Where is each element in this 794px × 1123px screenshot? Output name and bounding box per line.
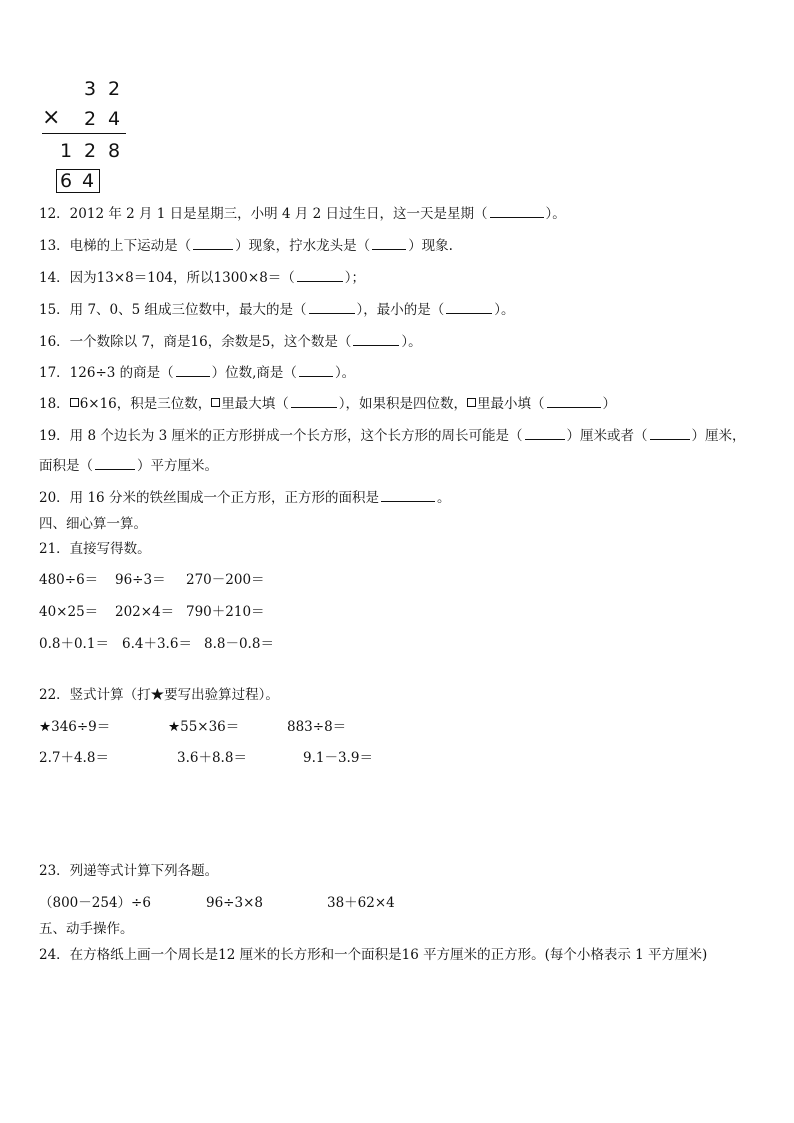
calc-item: ★55×36＝ [168,719,240,735]
question-19 [39,427,746,445]
question-text: ），如果积是四位数， [338,396,468,412]
digit: 3 [84,78,97,100]
calc-item: 9.1－3.9＝ [303,750,373,766]
calc-item: 40×25＝ [39,604,99,620]
multiplication-vertical-form [38,78,138,196]
answer-blank[interactable] [490,205,544,218]
calc-item: 480÷6＝ [39,572,99,588]
question-18 [39,395,616,413]
answer-blank[interactable] [95,457,135,470]
calc-item: 96÷3＝ [115,572,166,588]
question-text: ）。 [494,302,515,318]
square-placeholder-icon [467,398,476,407]
answer-blank[interactable] [193,237,233,250]
digit: 4 [82,170,95,192]
section-heading: 四、细心算一算。 [39,516,147,532]
question-text: 14．因为13×8＝104，所以1300×8＝（ [39,270,295,286]
question-text: ）平方厘米。 [137,458,218,474]
calc-item: 2.7＋4.8＝ [39,750,109,766]
calc-item: 202×4＝ [115,604,175,620]
question-text: ）现象，拧水龙头是（ [235,238,371,254]
question-text: 20．用 16 分米的铁丝围成一个正方形，正方形的面积是 [39,490,379,506]
question-19-continued [39,457,218,475]
calc-item: 96÷3×8 [206,895,263,911]
section-heading: 五、动手操作。 [39,921,134,937]
question-text: 。 [436,490,451,506]
answer-blank[interactable] [446,301,492,314]
question-22-title: 22．竖式计算（打★要写出验算过程）。 [39,687,279,703]
question-text: ）。 [334,365,356,381]
question-text: ）厘米， [691,428,746,444]
question-text: ）现象. [408,238,453,254]
question-text: ）厘米或者（ [566,428,648,444]
digit: 2 [108,78,121,100]
question-text: 17．126÷3 的商是（ [39,365,174,381]
question-text: 19．用 8 个边长为 3 厘米的正方形拼成一个长方形，这个长方形的周长可能是（ [39,428,523,444]
calc-item: 8.8－0.8＝ [204,636,274,652]
calc-item: ★346÷9＝ [39,719,111,735]
calc-item: 38＋62×4 [327,895,395,911]
digit: 4 [108,108,121,130]
answer-blank[interactable] [176,364,210,377]
question-text: ） [602,396,617,412]
digit: 6 [60,170,73,192]
question-16 [39,333,422,351]
question-text: 16．一个数除以 7，商是16，余数是5，这个数是（ [39,334,352,350]
answer-blank[interactable] [299,364,333,377]
question-text: ）位数,商是（ [211,365,297,381]
answer-blank[interactable] [353,333,399,346]
question-text: 6×16，积是三位数， [79,396,212,412]
question-text: ）。 [545,206,566,222]
calc-item: 6.4＋3.6＝ [122,636,192,652]
calc-item: 883÷8＝ [287,719,347,735]
answer-blank[interactable] [525,427,565,440]
question-text: ），最小的是（ [356,302,445,318]
answer-blank[interactable] [309,301,355,314]
question-text: ）； [344,270,366,286]
question-23-title: 23．列递等式计算下列各题。 [39,863,219,879]
question-20 [39,489,450,507]
calc-item: 790＋210＝ [186,604,265,620]
square-placeholder-icon [211,398,220,407]
calc-item: 270－200＝ [186,572,265,588]
question-number: 18． [39,396,70,412]
question-14 [39,269,365,287]
question-text: 里最大填（ [221,396,289,412]
calc-item: 3.6＋8.8＝ [177,750,247,766]
square-placeholder-icon [70,398,79,407]
question-text: 12．2012 年 2 月 1 日是星期三，小明 4 月 2 日过生日，这一天是星期（ [39,206,488,222]
question-text: ）。 [401,334,422,350]
digit: 2 [84,140,97,162]
question-24: 24．在方格纸上画一个周长是12 厘米的长方形和一个面积是16 平方厘米的正方形。(每个小格表示 1 平方厘米) [39,947,708,963]
question-text: 15．用 7、0、5 组成三位数中，最大的是（ [39,302,307,318]
question-text: 里最小填（ [477,396,545,412]
question-17 [39,364,355,382]
answer-blank[interactable] [372,237,406,250]
calc-item: 0.8＋0.1＝ [39,636,109,652]
calc-item: （800－254）÷6 [39,895,151,911]
question-21-title: 21．直接写得数。 [39,541,151,557]
answer-blank[interactable] [650,427,690,440]
answer-blank[interactable] [547,395,601,408]
answer-blank[interactable] [291,395,337,408]
question-12 [39,205,566,223]
question-13 [39,237,453,255]
result-line [42,133,126,134]
answer-blank[interactable] [297,269,343,282]
digit: 2 [84,108,97,130]
digit: 1 [60,140,73,162]
question-15 [39,301,515,319]
multiply-sign: × [42,105,61,130]
question-text: 面积是（ [39,458,93,474]
digit: 8 [108,140,121,162]
answer-blank[interactable] [381,489,435,502]
question-text: 13．电梯的上下运动是（ [39,238,192,254]
